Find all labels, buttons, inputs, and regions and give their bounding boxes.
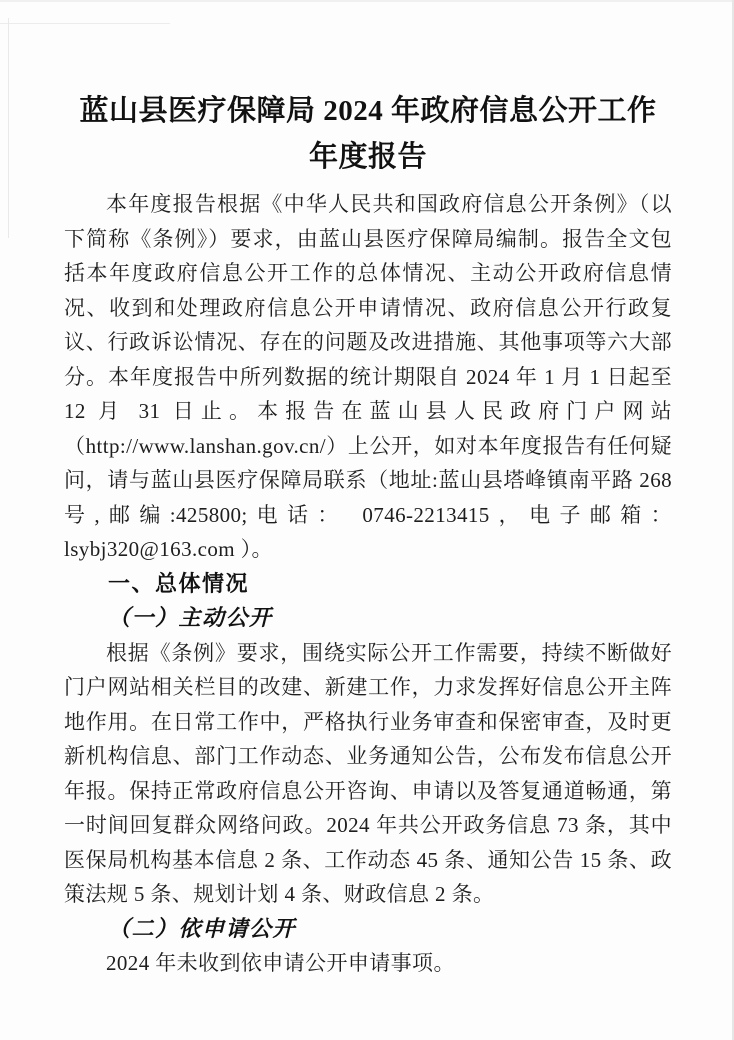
document-title-line-1: 蓝山县医疗保障局 2024 年政府信息公开工作 (79, 95, 657, 127)
scan-artifact-horizontal (0, 23, 170, 24)
document-title (64, 88, 672, 180)
document-title-line-2: 年度报告 (308, 141, 427, 173)
subsection-heading-disclosure-upon-request: （二）依申请公开 (108, 915, 297, 941)
scan-artifact-vertical (8, 18, 9, 238)
intro-paragraph: 本年度报告根据《中华人民共和国政府信息公开条例》（以下简称《条例》）要求，由蓝山县医疗保障局编制。报告全文包括本年度政府信息公开工作的总体情况、主动公开政府信息情况、收到和处理政府信息公开申请情况、政府信息公开行政复议、行政诉讼情况、存在的问题及改进措施、其他事项等六大部分。本年度报告中所列数据的统计期限自 2024 年 1 月 1 日起至 12 月 31 日止。本报告在蓝山县人民政府门户网站（http://www.lanshan.gov.cn/）上公开，如对本年度报告有任何疑问，请与蓝山县医疗保障局联系（地址:蓝山县塔峰镇南平路 268 号,邮编:425800;电话： 0746-2213415，电子邮箱： lsybj320@163.com ）。 (64, 192, 672, 561)
proactive-disclosure-paragraph: 根据《条例》要求，围绕实际公开工作需要，持续不断做好门户网站相关栏目的改建、新建工作，力求发挥好信息公开主阵地作用。在日常工作中，严格执行业务审查和保密审查，及时更新机构信息、部门工作动态、业务通知公告，公布发布信息公开年报。保持正常政府信息公开咨询、申请以及答复通道畅通，第一时间回复群众网络问政。2024 年共公开政务信息 73 条，其中医保局机构基本信息 2 条、工作动态 45 条、通知公告 15 条、政策法规 5 条、规划计划 4 条、财政信息 2 条。 (64, 640, 672, 906)
section-heading-overall-situation: 一、总体情况 (108, 570, 250, 596)
scan-top-edge (0, 0, 734, 2)
disclosure-upon-request-paragraph: 2024 年未收到依申请公开申请事项。 (106, 951, 455, 975)
document-content (64, 88, 672, 981)
subsection-heading-proactive-disclosure: （一）主动公开 (108, 605, 273, 630)
